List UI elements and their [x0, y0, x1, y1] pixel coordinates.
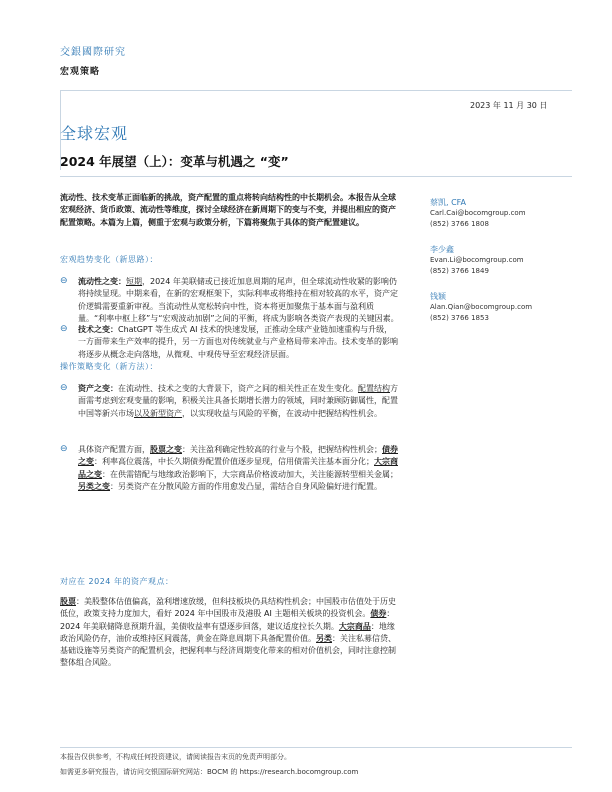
section-label: 全球宏观	[60, 124, 129, 143]
paragraph-label: 债券之变	[78, 445, 398, 467]
paragraph-2024-views	[60, 596, 402, 670]
paragraph-label: 资产之变：	[78, 384, 118, 393]
paragraph-label: 另类之变	[78, 481, 110, 491]
underlined-text: 以及新型资产	[134, 408, 182, 418]
paragraph-label: 债券	[370, 609, 387, 619]
paragraph-text: ：美股整体估值偏高，盈利增速放缓，但科技板块仍具结构性机会；中国股市估值处于历史低位，政策支持力度加大，看好 2024 年中国股市及港股 AI 主题相关板块的投资机会。	[60, 597, 396, 619]
paragraph-assets	[78, 383, 400, 420]
paragraph-label: 大宗商品之变	[78, 457, 398, 479]
report-category: 宏观策略	[60, 67, 101, 77]
footer-website-link[interactable]: https://research.bocomgroup.com	[239, 768, 359, 776]
heading-2024-views: 对应在 2024 年的资产观点：	[60, 577, 174, 586]
paragraph-text: ：关注盈利确定性较高的行业与个股，把握结构性机会；	[182, 445, 382, 454]
analyst-phone: (852) 3766 1808	[430, 220, 489, 228]
paragraph-text: ：关注私募信贷、基础设施等另类资产的配置机会，把握利率与经济周期变化带来的相对价值机会，同时注意控制整体组合风险。	[60, 633, 396, 668]
paragraph-label: 股票之变	[150, 445, 182, 454]
paragraph-text: ：另类资产在分散风险方面的作用愈发凸显，需结合自身风险偏好进行配置。	[110, 481, 382, 491]
underlined-text: 短期	[126, 277, 142, 286]
bullet-icon: ⊖	[60, 383, 68, 393]
analyst-card	[430, 291, 580, 324]
analyst-phone: (852) 3766 1849	[430, 267, 489, 275]
footer-disclaimer: 本报告仅供参考，不构成任何投资建议，请阅读报告末页的免责声明部分。	[60, 753, 291, 761]
paragraph-label: 另类	[316, 633, 332, 643]
report-date: 2023 年 11 月 30 日	[470, 101, 548, 110]
heading-strategy: 操作策略变化（新方法）：	[60, 362, 158, 371]
paragraph-text: 具体资产配置方面，	[78, 445, 150, 454]
paragraph-text: ：地缘政治风险仍存，油价或维持区间震荡，黄金在降息周期下具备配置价值。	[60, 621, 395, 643]
analyst-name: 钱颖	[430, 292, 446, 301]
bullet-icon: ⊖	[60, 324, 68, 334]
paragraph-label: 股票	[60, 597, 76, 606]
paragraph-text: 在流动性、技术之变的大背景下，资产之间的相关性正在发生变化。	[118, 384, 358, 393]
footer-rule	[60, 747, 572, 748]
title-rule-bottom	[60, 176, 572, 177]
paragraph-text: ：2024 年美联储降息预期升温，美债收益率有望逐步回落，建议适度拉长久期。	[60, 609, 395, 631]
analyst-email[interactable]: Alan.Qian@bocomgroup.com	[430, 303, 533, 311]
paragraph-label: 大宗商品	[338, 621, 371, 631]
paragraph-text: ：利率高位震荡，中长久期债券配置价值逐步显现，信用债需关注基本面分化；	[94, 457, 374, 467]
analyst-phone: (852) 3766 1853	[430, 314, 489, 322]
analyst-name: 李少鑫	[430, 245, 454, 254]
intro-paragraph: 流动性、技术变革正面临新的挑战，资产配置的重点将转向结构性的中长期机会。本报告从全球宏观经济、货币政策、流动性等维度，探讨全球经济在新周期下的变与不变，并提出相应的资产配置策略。本篇为上篇，侧重于宏观与政策分析，下篇将聚焦于具体的资产配置建议。	[60, 193, 396, 227]
analyst-card	[430, 197, 580, 230]
analyst-email[interactable]: Evan.Li@bocomgroup.com	[430, 256, 524, 264]
org-name: 交銀國際研究	[60, 47, 126, 58]
paragraph-text: ，2024 年美联储或已接近加息周期的尾声，但全球流动性收紧的影响仍将持续显现。中期来看，在新的宏观框架下，实际利率或将维持在相对较高的水平，资产定价逻辑需要重新审视。当流动性从宽松转向中性，资本将更加聚焦于基本面与盈利质量。“利率中枢上移”与“宏观波动加剧”之间的平衡，将成为影响各类资产表现的关键因素。	[78, 277, 399, 323]
paragraph-text: 方面需考虑到宏观变量的影响，积极关注具备长期增长潜力的领域，同时兼顾防御属性，配置中国等新兴市场	[78, 384, 398, 418]
paragraph-liquidity	[78, 276, 400, 325]
underlined-text: 配置结构	[358, 384, 390, 393]
footer-website	[60, 767, 358, 777]
paragraph-text: ，以实现收益与风险的平衡，在波动中把握结构性机会。	[182, 408, 382, 418]
analyst-card	[430, 244, 580, 277]
paragraph-text: ChatGPT 等生成式 AI 技术的快速发展，正推动全球产业链加速重构与升级，一方面带来生产效率的提升，另一方面也对传统就业与产业格局带来冲击。技术变革的影响将逐步从概念走向落地，从微观、中观传导至宏观经济层面。	[78, 325, 398, 359]
paragraph-allocation	[78, 444, 400, 493]
paragraph-technology	[78, 324, 400, 361]
paragraph-label: 技术之变：	[78, 325, 118, 334]
page-title: 2024 年展望（上）：变革与机遇之 “变”	[60, 154, 289, 169]
bullet-icon: ⊖	[60, 444, 68, 454]
heading-macro-trends: 宏观趋势变化（新思路）：	[60, 255, 158, 264]
paragraph-label: 流动性之变：	[78, 277, 126, 286]
paragraph-text: ：在供需错配与地缘政治影响下，大宗商品价格波动加大，关注能源转型相关金属；	[102, 469, 398, 479]
analyst-name: 蔡凯, CFA	[430, 198, 467, 207]
header-rule-top	[60, 90, 572, 91]
bullet-icon: ⊖	[60, 276, 68, 286]
analyst-email[interactable]: Carl.Cai@bocomgroup.com	[430, 209, 526, 217]
footer-website-prefix: 如需更多研究报告，请访问交银国际研究网站：BOCM 的	[60, 768, 238, 776]
